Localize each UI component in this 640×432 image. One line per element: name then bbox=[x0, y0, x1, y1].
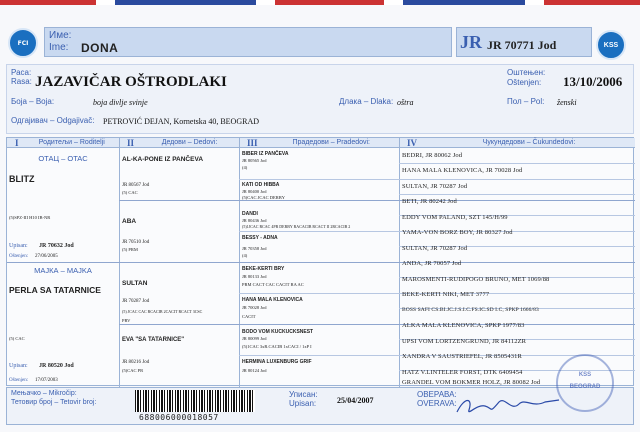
dam-whelped-value: 17/07/2003 bbox=[35, 378, 58, 383]
column-header-grandparents bbox=[119, 138, 239, 148]
divider bbox=[399, 163, 635, 164]
name-label-latin: Ime: bbox=[49, 42, 69, 53]
signature-icon bbox=[455, 394, 565, 418]
barcode bbox=[135, 390, 255, 412]
grandparent-name: SULTAN bbox=[122, 280, 148, 287]
great-great-grandparent: SULTAN, JR 70287 Jod bbox=[402, 183, 468, 190]
great-grandparent-reg: JR 70028 Jod bbox=[242, 305, 267, 310]
stamp-bottom-text: BEOGRAD bbox=[569, 384, 601, 390]
great-grandparent-name: KATI OD HIBBA bbox=[242, 182, 280, 188]
grandparent-name: AL-KA-PONE IZ PANČEVA bbox=[122, 156, 204, 163]
dam-reg-label: Upisan: bbox=[9, 363, 28, 369]
grandparent-name: ABA bbox=[122, 218, 137, 225]
great-great-grandparent: ALKA MALA KLENOVICA, SPKP 1977/83 bbox=[402, 322, 525, 329]
great-great-grandparent: GRANDEL VOM BOKMER HOLZ, JR 80082 Jod bbox=[402, 379, 541, 386]
dam-name: PERLA SA TATARNICE bbox=[9, 285, 101, 295]
barcode-number: 688006000018057 bbox=[139, 413, 219, 422]
grandparent-reg: JR 70510 Jod bbox=[122, 240, 150, 245]
sire-whelped-value: 27/06/2005 bbox=[35, 254, 58, 259]
tattoo-label: Тетовир број – Tetovir broj: bbox=[11, 399, 97, 406]
great-great-grandparent: BEDRI, JR 80062 Jod bbox=[402, 152, 463, 159]
column-numeral: III bbox=[247, 137, 258, 148]
verified-label-latin: OVERAVA: bbox=[417, 399, 457, 408]
dog-info-panel bbox=[6, 64, 634, 134]
great-grandparent-reg: JR 80400 Jod bbox=[242, 189, 267, 194]
great-grandparent-titles: (4) bbox=[242, 165, 248, 170]
great-great-grandparent: UPSI VOM LORTZENGRUND, JR 84112ZR bbox=[402, 338, 527, 345]
column-title: Прадедови – Pradedovi: bbox=[292, 139, 370, 146]
sex-label: Пол – Pol: bbox=[507, 97, 545, 106]
great-grandparent-reg: JR 80436 Jod bbox=[242, 218, 267, 223]
great-grandparent-reg: JR 80565 Jod bbox=[242, 158, 267, 163]
great-grandparent-reg: JR 80099 Jod bbox=[242, 336, 267, 341]
divider bbox=[399, 194, 635, 195]
name-label-cyrillic: Име: bbox=[49, 30, 72, 41]
microchip-label: Мењачко – Mikročip: bbox=[11, 390, 77, 397]
color-value: boja divlje svinje bbox=[93, 98, 148, 107]
grandparent-titles: (5) PRM bbox=[122, 247, 138, 252]
breed-value: JAZAVIČAR OŠTRODLAKI bbox=[35, 74, 227, 90]
jr-prefix: JR bbox=[460, 32, 482, 52]
great-great-grandparent: EDDY VOM PALAND, SZT 145/H/99 bbox=[402, 214, 508, 221]
dam-reg-value: JR 80520 Jod bbox=[39, 363, 74, 369]
column-title: Родитељи – Roditelji bbox=[38, 139, 105, 146]
sire-whelped-label: Oštenjen: bbox=[9, 254, 29, 259]
great-great-grandparent: SULTAN, JR 70287 Jod bbox=[402, 245, 468, 252]
breeder-value: PETROVIĆ DEJAN, Kornetska 40, BEOGRAD bbox=[103, 117, 259, 126]
grandparent-extra: PRV bbox=[122, 318, 131, 323]
registration-number-field bbox=[456, 27, 592, 57]
sire-name: BLITZ bbox=[9, 174, 35, 184]
stamp-top-text: KSS bbox=[578, 372, 592, 378]
kss-logo-icon bbox=[596, 30, 626, 60]
column-header-great-grandparents bbox=[239, 138, 399, 148]
pedigree-table bbox=[6, 137, 634, 386]
breeder-label: Одгајивач – Odgajivač: bbox=[11, 116, 95, 125]
coat-value: oštra bbox=[397, 98, 414, 107]
column-title: Чукундедови – Čukundedovi: bbox=[482, 139, 576, 146]
whelped-label-cyrillic: Оштењен: bbox=[507, 68, 546, 77]
dam-section-title: МАЈКА – MAJKA bbox=[34, 266, 92, 275]
grandparent-reg: JR 80216 Jod bbox=[122, 360, 150, 365]
divider bbox=[119, 200, 635, 201]
sire-reg-label: Upisan: bbox=[9, 243, 28, 249]
registered-date: 25/04/2007 bbox=[337, 396, 374, 405]
color-label: Боја – Boja: bbox=[11, 97, 55, 106]
grandparent-reg: JR 70287 Jod bbox=[122, 299, 150, 304]
divider bbox=[7, 262, 635, 263]
grandparent-name: EVA "SA TATARNICE" bbox=[122, 337, 185, 343]
great-great-grandparent: BEKE-KERTI NIKI, MET 3777 bbox=[402, 291, 490, 298]
sex-value: ženski bbox=[557, 98, 577, 107]
great-grandparent-name: BIBER IZ PANČEVA bbox=[242, 151, 289, 157]
kss-logo-text: KSS bbox=[603, 41, 619, 49]
great-great-grandparent: BETI, JR 80242 Jod bbox=[402, 198, 457, 205]
great-grandparent-titles: (5)CAC JCAC DERBY bbox=[242, 195, 286, 200]
certificate-footer bbox=[6, 387, 634, 425]
grandparent-titles: (5) CAC bbox=[122, 190, 138, 195]
breed-label-cyrillic: Раса: bbox=[11, 68, 32, 77]
verified-label-cyrillic: ОВЕРАВА: bbox=[417, 390, 457, 399]
divider bbox=[119, 324, 635, 325]
great-grandparent-reg: JR 70358 Jod bbox=[242, 246, 267, 251]
great-grandparent-name: HERMINA LUXENBURG GRIF bbox=[242, 359, 312, 365]
great-grandparent-name: BODO VOM KUCKUCKSNEST bbox=[242, 329, 314, 335]
whelped-label-latin: Oštenjen: bbox=[507, 78, 542, 87]
great-great-grandparent: HATZ V.LINTELER FORST, DTK 6409454 bbox=[402, 369, 523, 376]
column-numeral: IV bbox=[407, 137, 418, 148]
great-great-grandparent: BOSS SAFI CS.BI.JC.J.S.I.C.FS.IC.SD I.C, SPKP 1666/83 bbox=[402, 307, 539, 313]
great-grandparent-titles: (5)1JCAC RCAC 4PR DERBY RACACIB RCACT II 2RCACIB 2 bbox=[242, 224, 351, 229]
great-great-grandparent: XANDRA V SAUSTRIEFEL, JR 8505431R bbox=[402, 353, 522, 360]
column-header-parents bbox=[7, 138, 119, 148]
great-grandparent-name: BESSY - ADNA bbox=[242, 235, 278, 241]
great-great-grandparent: YAMA-VON BORZ BOY, JR 80327 Jod bbox=[402, 229, 513, 236]
sire-reg-value: JR 70632 Jod bbox=[39, 243, 74, 249]
great-grandparent-titles: CACIT bbox=[242, 314, 256, 319]
great-great-grandparent: HANA MALA KLENOVICA, JR 70028 Jod bbox=[402, 167, 523, 174]
dam-whelped-label: Oštenjen: bbox=[9, 378, 29, 383]
registration-number: JR 70771 Jod bbox=[487, 38, 557, 52]
great-grandparent-name: DANDI bbox=[242, 211, 258, 217]
great-grandparent-name: BEKE-KERTI BRY bbox=[242, 266, 285, 272]
column-numeral: II bbox=[127, 137, 135, 148]
grandparent-reg: JR 80567 Jod bbox=[122, 183, 150, 188]
dam-titles: (5) CAC bbox=[9, 336, 25, 341]
great-grandparent-titles: (5)1CAC 3xR.CACIB 1xCACI / 1xP I bbox=[242, 344, 312, 349]
name-field bbox=[44, 27, 452, 57]
great-great-grandparent: MAROSMENTI-RUDIPOGO BRUNO, MET 1069/88 bbox=[402, 276, 550, 283]
breed-label-latin: Rasa: bbox=[11, 77, 32, 86]
column-numeral: I bbox=[15, 137, 19, 148]
column-header-great-great-grandparents bbox=[399, 138, 635, 148]
grandparent-titles: (5)CAC PR bbox=[122, 368, 144, 373]
registered-label-cyrillic: Уписан: bbox=[289, 390, 318, 399]
great-grandparent-titles: PRM CACT CAC CACIT RA AC bbox=[242, 282, 304, 287]
coat-label: Длака – Dlaka: bbox=[339, 97, 394, 106]
divider bbox=[239, 179, 635, 180]
kss-stamp-icon bbox=[556, 354, 614, 412]
great-grandparent-reg: JR 80133 Jod bbox=[242, 274, 267, 279]
great-great-grandparent: ANDA, JR 70057 Jod bbox=[402, 260, 462, 267]
sire-section-title: ОТАЦ – OTAC bbox=[38, 154, 88, 163]
sire-titles: (5)SPZ-III H10 IB-NR bbox=[9, 215, 51, 220]
great-grandparent-reg: JR 80124 Jod bbox=[242, 368, 267, 373]
flag-stripe bbox=[0, 0, 640, 5]
dog-name: DONA bbox=[81, 41, 119, 55]
column-title: Дедови – Dedovi: bbox=[161, 139, 218, 146]
grandparent-titles: (5) JCAC CAC RCACIB 2CACIT RCACT 3CSC bbox=[122, 309, 203, 314]
fci-logo-text: FCI bbox=[17, 39, 29, 47]
great-grandparent-titles: (4) bbox=[242, 253, 248, 258]
fci-logo-icon bbox=[8, 28, 38, 58]
great-grandparent-name: HANA MALA KLENOVICA bbox=[242, 297, 303, 303]
whelped-date: 13/10/2006 bbox=[563, 74, 623, 89]
registered-label-latin: Upisan: bbox=[289, 399, 317, 408]
